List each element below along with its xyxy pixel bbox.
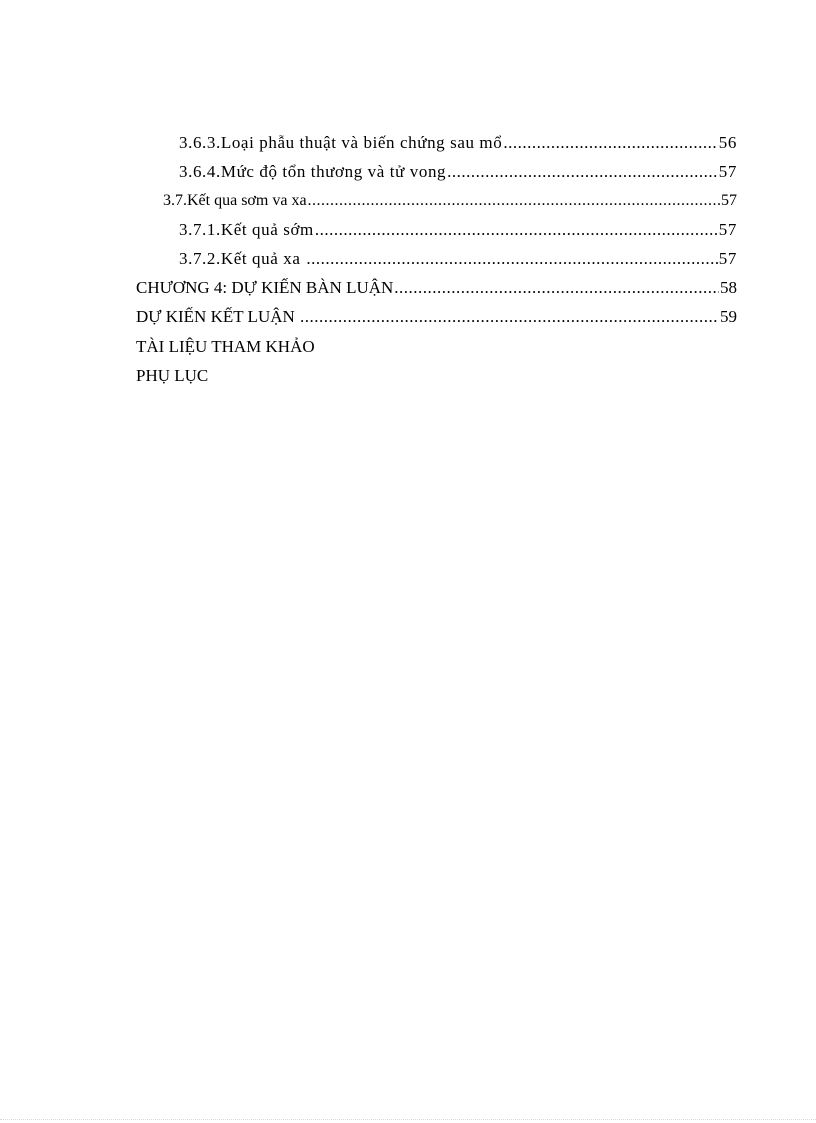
- toc-entry-label: 3.6.3.Loại phẫu thuật và biến chứng sau mổ: [179, 133, 503, 152]
- toc-leader-dots: [300, 307, 719, 327]
- toc-entry-label: 3.7.2.Kết quả xa: [179, 249, 306, 268]
- toc-appendix-heading[interactable]: PHỤ LỤC: [136, 366, 209, 385]
- toc-entry-chapter-4[interactable]: [136, 278, 737, 298]
- toc-leader-dots: [447, 162, 718, 182]
- toc-references-heading[interactable]: TÀI LIỆU THAM KHẢO: [136, 337, 315, 356]
- toc-entry-label: 3.7.Kết qua sơm va xa: [163, 192, 307, 209]
- toc-entry-page: 57: [718, 220, 737, 239]
- toc-entry-page: 58: [720, 278, 737, 297]
- toc-entry-3-7[interactable]: [163, 191, 737, 211]
- toc-entry-label: CHƯƠNG 4: DỰ KIẾN BÀN LUẬN: [136, 278, 394, 297]
- toc-entry-3-6-4[interactable]: [179, 162, 737, 182]
- toc-entry-page: 57: [721, 192, 737, 209]
- toc-entry-page: 57: [718, 162, 737, 181]
- toc-entry-page: 56: [718, 133, 737, 152]
- toc-entry-3-6-3[interactable]: [179, 133, 737, 153]
- toc-entry-label: 3.7.1.Kết quả sớm: [179, 220, 314, 239]
- toc-entry-3-7-2[interactable]: [179, 249, 737, 269]
- toc-entry-label: DỰ KIẾN KẾT LUẬN: [136, 307, 300, 326]
- toc-entry-conclusion[interactable]: [136, 307, 737, 327]
- toc-leader-dots: [394, 278, 719, 298]
- toc-leader-dots: [306, 249, 717, 269]
- toc-entry-label: 3.6.4.Mức độ tổn thương và tử vong: [179, 162, 447, 181]
- toc-leader-dots: [503, 133, 717, 153]
- toc-leader-dots: [308, 191, 720, 211]
- page-bottom-divider: [0, 1119, 816, 1120]
- toc-entry-page: 57: [718, 249, 737, 268]
- toc-entry-page: 59: [720, 307, 737, 326]
- toc-entry-3-7-1[interactable]: [179, 220, 737, 240]
- toc-leader-dots: [315, 220, 718, 240]
